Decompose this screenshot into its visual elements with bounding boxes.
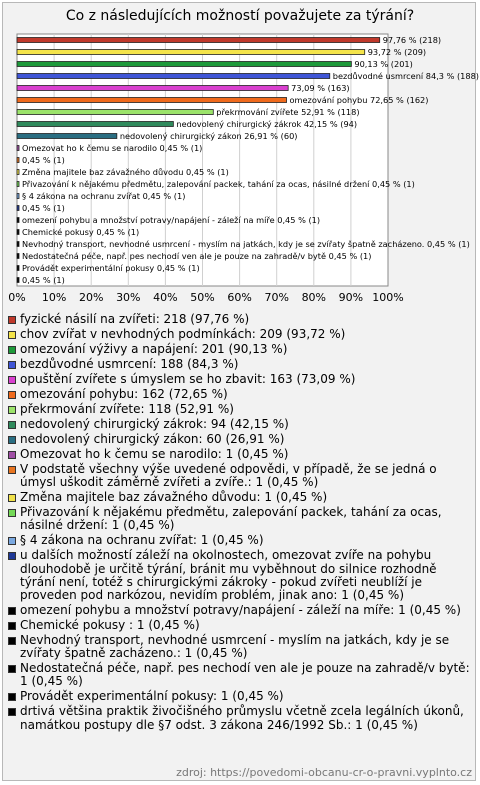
legend-item (8, 549, 474, 602)
legend-label: u dalších možností záleží na okolnostech, omezovat zvíře na pohybu dlouhodobě je určitě týrání, bránit mu vyběhnout do silnice rozhodně týrání není, totéž s chirurgickými zákroky - pokud zvířeti neublíží je proveden pod narkózou, nevidím problém, jinak ano: 1 (0,45 %) (20, 548, 437, 603)
bar (17, 134, 117, 139)
x-tick-label: 80% (301, 291, 327, 304)
bar (17, 194, 19, 199)
legend-item (8, 388, 474, 401)
legend-swatch (8, 537, 16, 545)
legend-label: Nevhodný transport, nevhodné usmrcení - myslím na jatkách, kdy je se zvířaty špatně zacházeno.: 1 (0,45 %) (20, 633, 450, 661)
legend-item (8, 313, 474, 326)
bar (17, 98, 287, 103)
bar-label: nedovolený chirurgický zákon 26,91 % (60) (119, 131, 298, 142)
x-tick-label: 70% (264, 291, 289, 304)
legend-swatch (8, 406, 16, 414)
legend-label: chov zvířat v nevhodných podmínkách: 209 (93,72 %) (20, 327, 346, 341)
legend-swatch (8, 376, 16, 384)
legend-item (8, 448, 474, 461)
bar (17, 218, 19, 223)
bar (17, 230, 19, 235)
chart-legend (8, 313, 474, 734)
bar-label: Omezovat ho k čemu se narodilo 0,45 % (1) (22, 143, 203, 154)
legend-item (8, 619, 474, 632)
legend-label: omezování výživy a napájení: 201 (90,13 %) (20, 342, 288, 356)
legend-label: V podstatě všechny výše uvedené odpovědi, v případě, že se jedná o úmysl uškodit záměrně zvířeti a zvíře.: 1 (0,45 %) (20, 462, 437, 490)
bar (17, 50, 365, 55)
bar-label: bezdůvodné usmrcení 84,3 % (188) (332, 71, 480, 82)
bar-label: Nedostatečná péče, např. pes nechodí ven ale je pouze na zahradě/v bytě 0,45 % (1) (22, 251, 372, 262)
legend-swatch (8, 708, 16, 716)
legend-label: § 4 zákona na ochranu zvířat: 1 (0,45 %) (20, 533, 264, 548)
bar (17, 38, 380, 43)
legend-label: Nedostatečná péče, např. pes nechodí ven ale je pouze na zahradě/v bytě: 1 (0,45 %) (20, 661, 470, 689)
bar-label: 73,09 % (163) (291, 83, 350, 94)
legend-item (8, 358, 474, 371)
legend-label: fyzické násilí na zvířeti: 218 (97,76 %) (20, 312, 250, 326)
legend-swatch (8, 451, 16, 459)
bar (17, 62, 351, 67)
x-tick-label: 90% (338, 291, 364, 304)
x-tick-label: 0% (8, 291, 26, 304)
x-tick-label: 30% (116, 291, 141, 304)
legend-label: nedovolený chirurgický zákrok: 94 (42,15 %) (20, 417, 289, 431)
legend-label: omezení pohybu a množství potravy/napájení - záleží na míře: 1 (0,45 %) (20, 603, 461, 618)
bar (17, 158, 19, 163)
legend-item (8, 662, 474, 688)
legend-swatch (8, 494, 16, 502)
bar-chart (0, 0, 480, 310)
bar-label: omezování pohybu 72,65 % (162) (289, 95, 429, 106)
source-note: zdroj: https://povedomi-obcanu-cr-o-pravni.vyplnto.cz (176, 766, 472, 779)
legend-label: Omezovat ho k čemu se narodilo: 1 (0,45 %) (20, 447, 289, 461)
legend-item (8, 690, 474, 703)
legend-label: překrmování zvířete: 118 (52,91 %) (20, 402, 234, 416)
bar (17, 122, 173, 127)
legend-item (8, 634, 474, 660)
legend-item (8, 328, 474, 341)
legend-swatch (8, 693, 16, 701)
legend-swatch (8, 509, 16, 517)
bar (17, 182, 19, 187)
legend-swatch (8, 637, 16, 645)
bar-label: Provádět experimentální pokusy 0,45 % (1) (22, 263, 200, 274)
legend-item (8, 534, 474, 547)
bar (17, 266, 19, 271)
bar-label: 0,45 % (1) (22, 155, 65, 166)
legend-swatch (8, 622, 16, 630)
legend-item (8, 418, 474, 431)
bar-label: Přivazování k nějakému předmětu, zalepování packek, tahání za ocas, násilné držení 0,45 % (1) (22, 179, 415, 190)
legend-swatch (8, 421, 16, 429)
legend-item (8, 343, 474, 356)
bar (17, 146, 19, 151)
chart-title: Co z následujících možností považujete za týrání? (65, 8, 415, 24)
legend-swatch (8, 466, 16, 474)
legend-swatch (8, 436, 16, 444)
x-tick-label: 20% (78, 291, 104, 304)
legend-swatch (8, 331, 16, 339)
x-tick-label: 50% (190, 291, 215, 304)
legend-label: Provádět experimentální pokusy: 1 (0,45 %) (20, 689, 284, 704)
bar (17, 170, 19, 175)
legend-item (8, 604, 474, 617)
legend-item (8, 373, 474, 386)
bar-label: omezení pohybu a množství potravy/napájení - záleží na míře 0,45 % (1) (22, 215, 321, 226)
bar-label: 0,45 % (1) (22, 203, 65, 214)
legend-item (8, 506, 474, 532)
x-tick-label: 100% (372, 291, 404, 304)
bar (17, 86, 288, 91)
bar-label: Nevhodný transport, nevhodné usmrcení - myslím na jatkách, kdy je se zvířaty špatně zacházeno. 0,45 % (1) (22, 239, 470, 250)
x-tick-label: 60% (227, 291, 252, 304)
x-tick-label: 40% (153, 291, 178, 304)
bar-label: 93,72 % (209) (367, 47, 427, 58)
legend-label: bezdůvodné usmrcení: 188 (84,3 %) (20, 357, 239, 371)
bar (17, 254, 19, 259)
legend-label: Chemické pokusy : 1 (0,45 %) (20, 618, 200, 633)
legend-item (8, 491, 474, 504)
bar-label: 90,13 % (201) (354, 59, 413, 70)
legend-swatch (8, 361, 16, 369)
bar-label: 0,45 % (1) (22, 275, 65, 286)
legend-label: opuštění zvířete s úmyslem se ho zbavit: 163 (73,09 %) (20, 372, 356, 386)
legend-swatch (8, 316, 16, 324)
bar (17, 278, 19, 283)
legend-item (8, 433, 474, 446)
legend-label: drtivá většina praktik živočišného průmyslu včetně zcela legálních úkonů, namátkou postupy dle §7 odst. 3 zákona 246/1992 Sb.: 1 (0,45 %) (20, 704, 464, 732)
legend-swatch (8, 391, 16, 399)
legend-swatch (8, 552, 16, 560)
legend-swatch (8, 607, 16, 615)
bar-label: 97,76 % (218) (382, 35, 442, 46)
bar (17, 206, 19, 211)
bar-label: Změna majitele baz závažného důvodu 0,45 % (1) (22, 167, 229, 178)
legend-label: omezování pohybu: 162 (72,65 %) (20, 387, 228, 401)
legend-item (8, 705, 474, 731)
bar (17, 74, 330, 79)
bar (17, 242, 19, 247)
legend-label: nedovolený chirurgický zákon: 60 (26,91 %) (20, 432, 285, 446)
legend-item (8, 463, 474, 489)
legend-item (8, 403, 474, 416)
legend-swatch (8, 665, 16, 673)
x-tick-label: 10% (41, 291, 67, 304)
legend-swatch (8, 346, 16, 354)
legend-label: Přivazování k nějakému předmětu, zalepování packek, tahání za ocas, násilné držení: 1 (0,45 %) (20, 505, 442, 533)
bar-label: nedovolený chirurgický zákrok 42,15 % (94) (176, 119, 358, 130)
bar-label: překrmování zvířete 52,91 % (118) (216, 107, 360, 118)
bar-label: § 4 zákona na ochranu zvířat 0,45 % (1) (22, 191, 186, 202)
bar-label: Chemické pokusy 0,45 % (1) (22, 227, 140, 238)
bar (17, 110, 213, 115)
legend-label: Změna majitele baz závažného důvodu: 1 (0,45 %) (20, 490, 328, 505)
